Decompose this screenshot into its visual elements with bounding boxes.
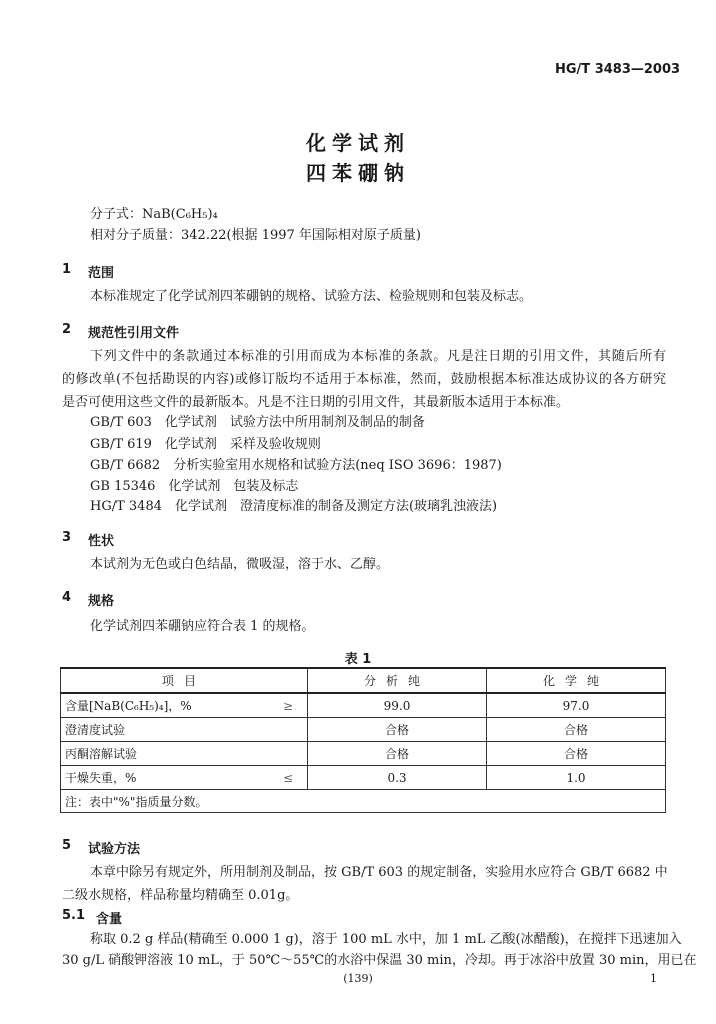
row-ar-value: 合格 bbox=[308, 742, 487, 766]
section-4-text: 化学试剂四苯硼钠应符合表 1 的规格。 bbox=[90, 619, 315, 634]
section-3-number: 3 bbox=[62, 530, 72, 545]
row-ar-value: 0.3 bbox=[308, 766, 487, 790]
row-item: 干燥失重，% bbox=[61, 766, 270, 790]
reference-item: GB 15346 化学试剂 包装及标志 bbox=[90, 479, 299, 494]
row-ar-value: 99.0 bbox=[308, 693, 487, 718]
table-row bbox=[61, 766, 666, 790]
row-symbol: ≥ bbox=[269, 693, 308, 718]
section-4-title: 规格 bbox=[88, 594, 115, 609]
row-cp-value: 1.0 bbox=[487, 766, 666, 790]
row-symbol bbox=[269, 718, 308, 742]
table-note: 注：表中"%"指质量分数。 bbox=[61, 790, 666, 813]
header-chemically-pure: 化学纯 bbox=[487, 668, 666, 693]
header-analytical-reagent: 分析纯 bbox=[308, 668, 487, 693]
row-symbol bbox=[269, 742, 308, 766]
section-1-number: 1 bbox=[62, 262, 72, 277]
section-5-para-line1: 本章中除另有规定外，所用制剂及制品，按 GB/T 603 的规定制备，实验用水应符合 GB/T 6682 中 bbox=[90, 865, 668, 880]
section-2-para-line2: 的修改单(不包括勘误的内容)或修订版均不适用于本标准，然而，鼓励根据本标准达成协议的各方研究 bbox=[62, 372, 666, 387]
document-title-line2: 四苯硼钠 bbox=[306, 161, 410, 185]
section-3-title: 性状 bbox=[88, 534, 115, 549]
section-1-title: 范围 bbox=[88, 266, 115, 281]
reference-item: GB/T 6682 分析实验室用水规格和试验方法(neq ISO 3696：1987) bbox=[90, 458, 502, 473]
table-caption: 表 1 bbox=[344, 652, 372, 667]
section-2-para-line3: 是否可使用这些文件的最新版本。凡是不注日期的引用文件，其最新版本适用于本标准。 bbox=[62, 395, 570, 410]
specification-table bbox=[60, 667, 666, 813]
header-item: 项目 bbox=[61, 668, 308, 693]
molecular-formula: 分子式：NaB(C₆H₅)₄ bbox=[90, 207, 218, 222]
reference-item: GB/T 603 化学试剂 试验方法中所用制剂及制品的制备 bbox=[90, 415, 425, 430]
section-2-para-line1: 下列文件中的条款通过本标准的引用而成为本标准的条款。凡是注日期的引用文件，其随后所有 bbox=[90, 349, 666, 364]
table-note-row bbox=[61, 790, 666, 813]
section-4-number: 4 bbox=[62, 590, 72, 605]
table-row bbox=[61, 718, 666, 742]
molecular-mass: 相对分子质量：342.22(根据 1997 年国际相对原子质量) bbox=[90, 228, 421, 243]
table-row bbox=[61, 742, 666, 766]
section-1-text: 本标准规定了化学试剂四苯硼钠的规格、试验方法、检验规则和包装及标志。 bbox=[90, 289, 533, 304]
section-5-1-para-line2: 30 g/L 硝酸钾溶液 10 mL，于 50℃～55℃的水浴中保温 30 min，冷却。再于冰浴中放置 30 min，用已在 bbox=[62, 953, 697, 968]
standard-number: HG/T 3483—2003 bbox=[555, 62, 681, 77]
page-number: 1 bbox=[650, 972, 657, 985]
section-5-title: 试验方法 bbox=[88, 842, 141, 857]
section-5-number: 5 bbox=[62, 838, 72, 853]
section-3-text: 本试剂为无色或白色结晶，微吸湿，溶于水、乙醇。 bbox=[90, 557, 390, 572]
row-symbol: ≤ bbox=[269, 766, 308, 790]
page-footer-number: (139) bbox=[343, 972, 373, 985]
reference-item: HG/T 3484 化学试剂 澄清度标准的制备及测定方法(玻璃乳浊液法) bbox=[90, 499, 498, 514]
section-2-number: 2 bbox=[62, 322, 72, 337]
section-5-1-title: 含量 bbox=[96, 912, 123, 927]
reference-item: GB/T 619 化学试剂 采样及验收规则 bbox=[90, 437, 321, 452]
section-5-1-para-line1: 称取 0.2 g 样品(精确至 0.000 1 g)，溶于 100 mL 水中，加 1 mL 乙酸(冰醋酸)，在搅拌下迅速加入 bbox=[90, 932, 682, 947]
table-header-row bbox=[61, 668, 666, 693]
document-title-line1: 化学试剂 bbox=[306, 131, 410, 155]
row-item: 含量[NaB(C₆H₅)₄]，% bbox=[61, 693, 270, 718]
table-row bbox=[61, 693, 666, 718]
row-item: 澄清度试验 bbox=[61, 718, 270, 742]
row-ar-value: 合格 bbox=[308, 718, 487, 742]
row-cp-value: 合格 bbox=[487, 718, 666, 742]
row-cp-value: 97.0 bbox=[487, 693, 666, 718]
section-5-para-line2: 二级水规格，样品称量均精确至 0.01g。 bbox=[62, 888, 299, 903]
row-cp-value: 合格 bbox=[487, 742, 666, 766]
row-item: 丙酮溶解试验 bbox=[61, 742, 270, 766]
section-2-title: 规范性引用文件 bbox=[88, 326, 180, 341]
section-5-1-number: 5.1 bbox=[62, 908, 86, 923]
